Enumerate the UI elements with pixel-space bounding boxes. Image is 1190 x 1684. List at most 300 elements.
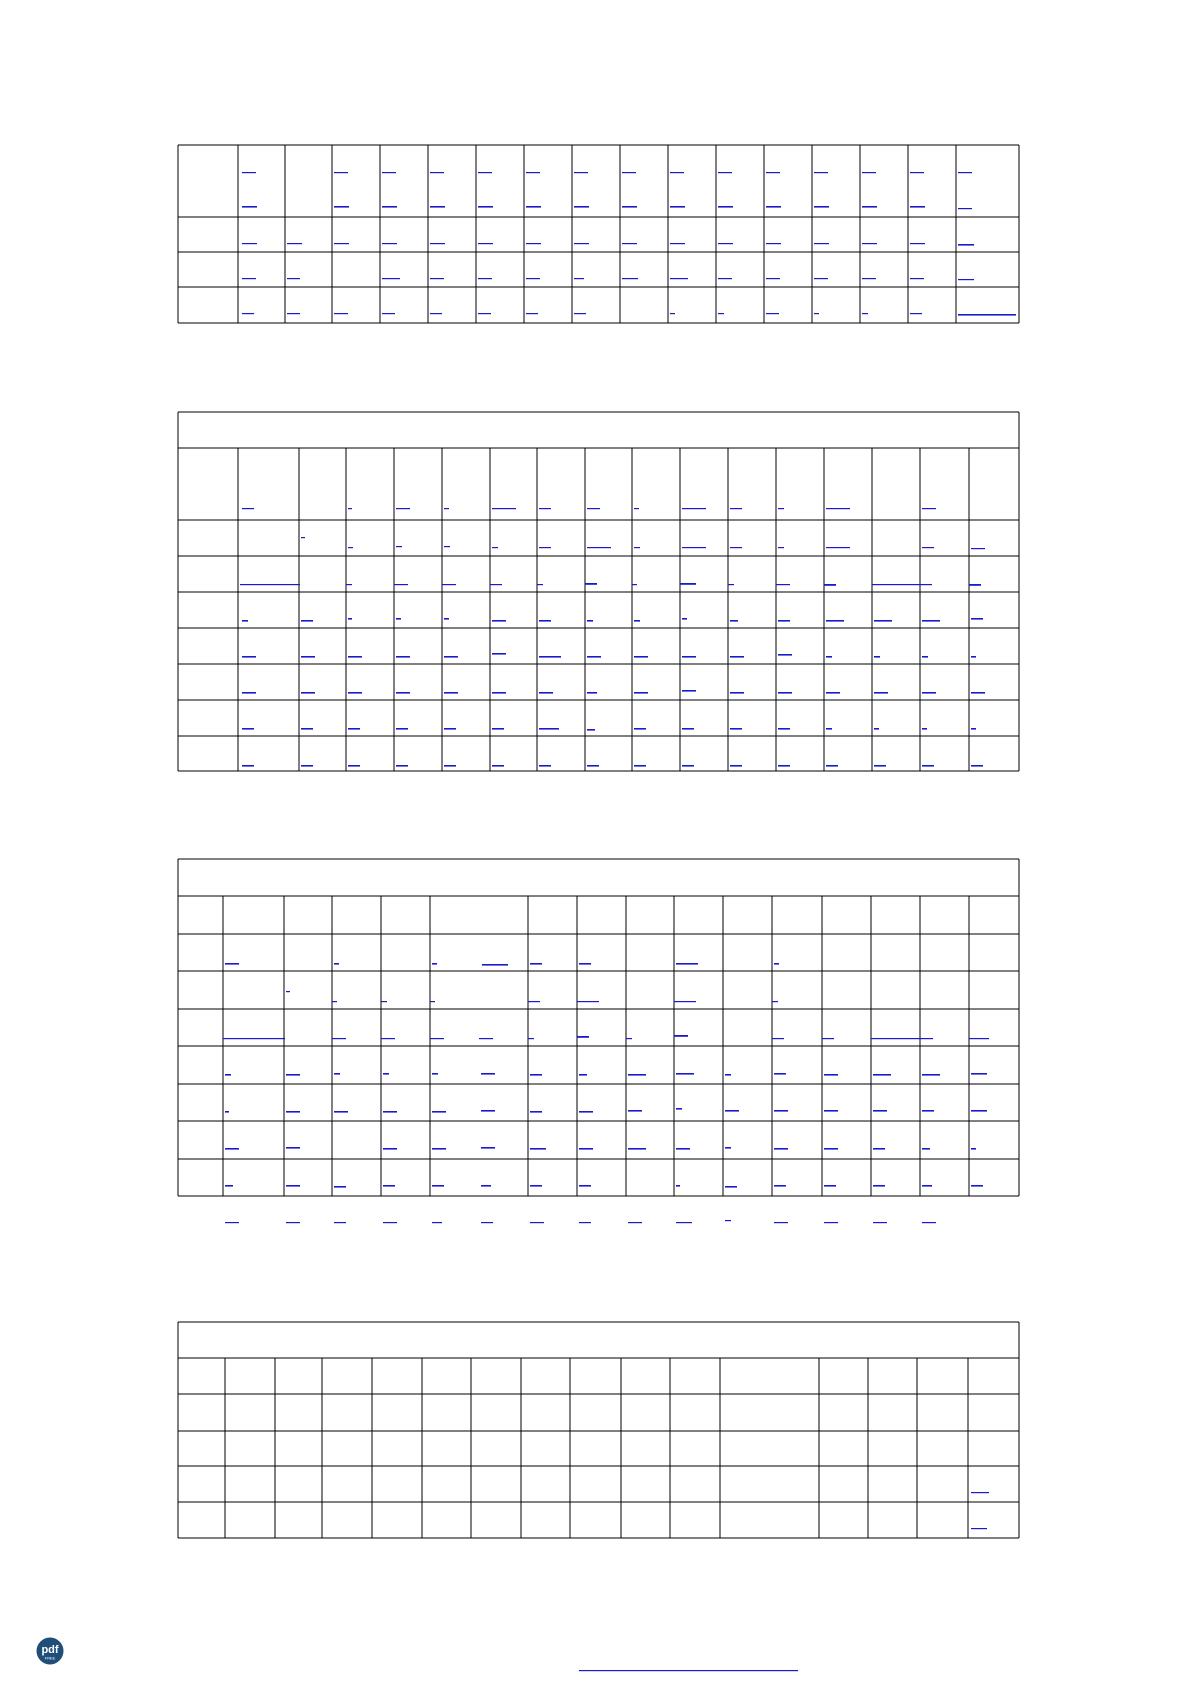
cell-link[interactable] bbox=[725, 1110, 739, 1112]
cell-link[interactable] bbox=[922, 620, 940, 622]
cell-link[interactable] bbox=[814, 313, 819, 314]
cell-link[interactable] bbox=[286, 1222, 300, 1223]
cell-link[interactable] bbox=[242, 656, 256, 658]
cell-link[interactable] bbox=[492, 692, 506, 694]
cell-link[interactable] bbox=[444, 692, 458, 694]
cell-link[interactable] bbox=[286, 991, 290, 992]
cell-link[interactable] bbox=[528, 1001, 540, 1002]
cell-link[interactable] bbox=[432, 963, 437, 965]
cell-link[interactable] bbox=[432, 1222, 442, 1223]
cell-link[interactable] bbox=[670, 313, 675, 314]
cell-link[interactable] bbox=[348, 656, 362, 658]
cell-link[interactable] bbox=[826, 765, 838, 767]
cell-link[interactable] bbox=[382, 278, 400, 279]
cell-link[interactable] bbox=[225, 963, 239, 965]
cell-link[interactable] bbox=[725, 1147, 731, 1149]
cell-link[interactable] bbox=[482, 964, 508, 966]
cell-link[interactable] bbox=[382, 313, 395, 314]
cell-link[interactable] bbox=[242, 206, 257, 208]
cell-link[interactable] bbox=[873, 1148, 885, 1150]
cell-link[interactable] bbox=[778, 654, 792, 656]
cell-link[interactable] bbox=[725, 1220, 731, 1221]
cell-link[interactable] bbox=[334, 313, 348, 314]
cell-link[interactable] bbox=[774, 963, 779, 965]
cell-link[interactable] bbox=[242, 313, 254, 314]
cell-link[interactable] bbox=[674, 1035, 688, 1037]
cell-link[interactable] bbox=[725, 1074, 731, 1076]
cell-link[interactable] bbox=[778, 508, 784, 509]
cell-link[interactable] bbox=[530, 1148, 546, 1150]
cell-link[interactable] bbox=[585, 583, 597, 585]
cell-link[interactable] bbox=[332, 1038, 346, 1039]
cell-link[interactable] bbox=[971, 548, 985, 549]
cell-link[interactable] bbox=[634, 656, 648, 658]
cell-link[interactable] bbox=[922, 728, 927, 730]
cell-link[interactable] bbox=[824, 1148, 838, 1150]
cell-link[interactable] bbox=[223, 1038, 285, 1039]
cell-link[interactable] bbox=[301, 537, 305, 538]
cell-link[interactable] bbox=[481, 1147, 495, 1149]
cell-link[interactable] bbox=[622, 243, 637, 244]
cell-link[interactable] bbox=[862, 243, 877, 244]
cell-link[interactable] bbox=[728, 584, 734, 585]
cell-link[interactable] bbox=[577, 1001, 599, 1002]
cell-link[interactable] bbox=[587, 508, 600, 509]
cell-link[interactable] bbox=[396, 618, 401, 620]
cell-link[interactable] bbox=[718, 313, 724, 314]
cell-link[interactable] bbox=[872, 584, 932, 585]
cell-link[interactable] bbox=[971, 1110, 987, 1112]
cell-link[interactable] bbox=[587, 547, 611, 548]
cell-link[interactable] bbox=[526, 206, 541, 208]
cell-link[interactable] bbox=[478, 313, 491, 314]
cell-link[interactable] bbox=[432, 1111, 446, 1113]
cell-link[interactable] bbox=[242, 172, 256, 173]
cell-link[interactable] bbox=[824, 1185, 836, 1187]
cell-link[interactable] bbox=[774, 1185, 786, 1187]
cell-link[interactable] bbox=[332, 1001, 337, 1002]
cell-link[interactable] bbox=[922, 765, 934, 767]
cell-link[interactable] bbox=[628, 1148, 646, 1150]
cell-link[interactable] bbox=[774, 1148, 788, 1150]
cell-link[interactable] bbox=[725, 1186, 737, 1188]
cell-link[interactable] bbox=[444, 618, 449, 620]
cell-link[interactable] bbox=[874, 728, 879, 730]
cell-link[interactable] bbox=[674, 1001, 696, 1002]
cell-link[interactable] bbox=[492, 765, 504, 767]
cell-link[interactable] bbox=[862, 278, 876, 279]
cell-link[interactable] bbox=[242, 278, 256, 279]
cell-link[interactable] bbox=[530, 1074, 542, 1076]
cell-link[interactable] bbox=[826, 728, 832, 730]
cell-link[interactable] bbox=[766, 243, 781, 244]
cell-link[interactable] bbox=[430, 206, 445, 208]
cell-link[interactable] bbox=[814, 278, 828, 279]
cell-link[interactable] bbox=[670, 278, 688, 279]
cell-link[interactable] bbox=[778, 692, 792, 694]
cell-link[interactable] bbox=[766, 313, 779, 314]
cell-link[interactable] bbox=[628, 1110, 642, 1112]
cell-link[interactable] bbox=[574, 243, 589, 244]
cell-link[interactable] bbox=[479, 1038, 493, 1039]
cell-link[interactable] bbox=[626, 1038, 632, 1039]
cell-link[interactable] bbox=[730, 728, 742, 730]
cell-link[interactable] bbox=[778, 765, 790, 767]
cell-link[interactable] bbox=[539, 656, 561, 658]
cell-link[interactable] bbox=[430, 313, 442, 314]
cell-link[interactable] bbox=[971, 1148, 976, 1150]
cell-link[interactable] bbox=[381, 1038, 395, 1039]
cell-link[interactable] bbox=[628, 1222, 642, 1223]
cell-link[interactable] bbox=[587, 656, 601, 658]
cell-link[interactable] bbox=[910, 243, 925, 244]
cell-link[interactable] bbox=[680, 583, 696, 585]
cell-link[interactable] bbox=[579, 1148, 593, 1150]
cell-link[interactable] bbox=[766, 172, 780, 173]
cell-link[interactable] bbox=[682, 765, 694, 767]
cell-link[interactable] bbox=[396, 765, 408, 767]
cell-link[interactable] bbox=[381, 1001, 387, 1002]
cell-link[interactable] bbox=[526, 313, 538, 314]
cell-link[interactable] bbox=[301, 728, 313, 730]
cell-link[interactable] bbox=[577, 1036, 589, 1038]
cell-link[interactable] bbox=[242, 620, 248, 622]
cell-link[interactable] bbox=[958, 208, 972, 209]
cell-link[interactable] bbox=[334, 1222, 346, 1223]
cell-link[interactable] bbox=[346, 584, 352, 585]
cell-link[interactable] bbox=[730, 547, 742, 548]
cell-link[interactable] bbox=[481, 1222, 493, 1223]
cell-link[interactable] bbox=[971, 1185, 983, 1187]
cell-link[interactable] bbox=[396, 508, 410, 509]
cell-link[interactable] bbox=[348, 508, 352, 509]
cell-link[interactable] bbox=[526, 243, 541, 244]
cell-link[interactable] bbox=[481, 1073, 495, 1075]
cell-link[interactable] bbox=[628, 1074, 646, 1076]
cell-link[interactable] bbox=[481, 1110, 495, 1112]
cell-link[interactable] bbox=[922, 1074, 940, 1076]
cell-link[interactable] bbox=[824, 1222, 838, 1223]
cell-link[interactable] bbox=[396, 728, 408, 730]
cell-link[interactable] bbox=[334, 172, 348, 173]
cell-link[interactable] bbox=[574, 313, 586, 314]
cell-link[interactable] bbox=[874, 765, 886, 767]
cell-link[interactable] bbox=[730, 765, 742, 767]
cell-link[interactable] bbox=[574, 172, 588, 173]
cell-link[interactable] bbox=[526, 278, 540, 279]
cell-link[interactable] bbox=[676, 963, 698, 965]
cell-link[interactable] bbox=[862, 172, 876, 173]
cell-link[interactable] bbox=[824, 1074, 838, 1076]
cell-link[interactable] bbox=[528, 1038, 534, 1039]
cell-link[interactable] bbox=[971, 1528, 987, 1529]
cell-link[interactable] bbox=[396, 656, 410, 658]
cell-link[interactable] bbox=[348, 765, 360, 767]
cell-link[interactable] bbox=[634, 765, 646, 767]
cell-link[interactable] bbox=[334, 206, 349, 208]
cell-link[interactable] bbox=[670, 172, 684, 173]
cell-link[interactable] bbox=[778, 620, 790, 622]
cell-link[interactable] bbox=[718, 172, 732, 173]
cell-link[interactable] bbox=[348, 692, 362, 694]
cell-link[interactable] bbox=[334, 1186, 346, 1188]
cell-link[interactable] bbox=[242, 243, 257, 244]
cell-link[interactable] bbox=[539, 692, 553, 694]
cell-link[interactable] bbox=[301, 656, 315, 658]
cell-link[interactable] bbox=[971, 618, 983, 620]
cell-link[interactable] bbox=[682, 728, 694, 730]
cell-link[interactable] bbox=[286, 1074, 300, 1076]
cell-link[interactable] bbox=[526, 172, 540, 173]
cell-link[interactable] bbox=[334, 1111, 348, 1113]
cell-link[interactable] bbox=[225, 1185, 233, 1187]
cell-link[interactable] bbox=[444, 656, 458, 658]
cell-link[interactable] bbox=[225, 1074, 231, 1076]
cell-link[interactable] bbox=[530, 1111, 542, 1113]
cell-link[interactable] bbox=[539, 547, 551, 548]
cell-link[interactable] bbox=[826, 547, 850, 548]
cell-link[interactable] bbox=[971, 692, 985, 694]
cell-link[interactable] bbox=[478, 172, 492, 173]
cell-link[interactable] bbox=[772, 1038, 784, 1039]
cell-link[interactable] bbox=[587, 692, 597, 694]
cell-link[interactable] bbox=[958, 314, 1016, 316]
cell-link[interactable] bbox=[383, 1111, 397, 1113]
cell-link[interactable] bbox=[537, 584, 543, 585]
cell-link[interactable] bbox=[922, 508, 936, 509]
cell-link[interactable] bbox=[670, 243, 685, 244]
cell-link[interactable] bbox=[766, 278, 780, 279]
cell-link[interactable] bbox=[478, 278, 492, 279]
cell-link[interactable] bbox=[772, 1001, 778, 1002]
cell-link[interactable] bbox=[574, 206, 589, 208]
cell-link[interactable] bbox=[492, 547, 498, 548]
cell-link[interactable] bbox=[240, 584, 300, 585]
cell-link[interactable] bbox=[579, 1185, 591, 1187]
cell-link[interactable] bbox=[826, 692, 840, 694]
cell-link[interactable] bbox=[242, 765, 254, 767]
cell-link[interactable] bbox=[530, 963, 542, 965]
cell-link[interactable] bbox=[622, 206, 637, 208]
cell-link[interactable] bbox=[587, 765, 599, 767]
cell-link[interactable] bbox=[718, 206, 733, 208]
cell-link[interactable] bbox=[971, 728, 976, 730]
cell-link[interactable] bbox=[971, 1492, 989, 1493]
cell-link[interactable] bbox=[383, 1073, 389, 1075]
cell-link[interactable] bbox=[492, 508, 516, 509]
cell-link[interactable] bbox=[634, 547, 640, 548]
cell-link[interactable] bbox=[958, 172, 972, 173]
cell-link[interactable] bbox=[922, 692, 936, 694]
cell-link[interactable] bbox=[382, 206, 397, 208]
cell-link[interactable] bbox=[873, 1185, 885, 1187]
cell-link[interactable] bbox=[910, 278, 924, 279]
cell-link[interactable] bbox=[242, 692, 256, 694]
cell-link[interactable] bbox=[676, 1108, 682, 1110]
cell-link[interactable] bbox=[286, 1111, 300, 1113]
cell-link[interactable] bbox=[301, 765, 313, 767]
cell-link[interactable] bbox=[579, 1222, 591, 1223]
cell-link[interactable] bbox=[530, 1222, 544, 1223]
cell-link[interactable] bbox=[778, 728, 790, 730]
table-links[interactable] bbox=[223, 172, 1016, 1529]
cell-link[interactable] bbox=[579, 1111, 593, 1113]
cell-link[interactable] bbox=[574, 278, 584, 279]
cell-link[interactable] bbox=[778, 547, 784, 548]
cell-link[interactable] bbox=[873, 1110, 887, 1112]
cell-link[interactable] bbox=[225, 1148, 239, 1150]
cell-link[interactable] bbox=[676, 1148, 690, 1150]
cell-link[interactable] bbox=[634, 620, 640, 622]
cell-link[interactable] bbox=[682, 547, 706, 548]
cell-link[interactable] bbox=[242, 508, 254, 509]
cell-link[interactable] bbox=[826, 620, 844, 622]
cell-link[interactable] bbox=[430, 1038, 444, 1039]
cell-link[interactable] bbox=[958, 244, 974, 246]
cell-link[interactable] bbox=[382, 172, 396, 173]
cell-link[interactable] bbox=[622, 172, 636, 173]
cell-link[interactable] bbox=[394, 584, 408, 585]
cell-link[interactable] bbox=[579, 963, 591, 965]
cell-link[interactable] bbox=[922, 1185, 932, 1187]
cell-link[interactable] bbox=[287, 313, 300, 314]
cell-link[interactable] bbox=[862, 313, 868, 314]
cell-link[interactable] bbox=[442, 584, 456, 585]
cell-link[interactable] bbox=[587, 620, 593, 622]
cell-link[interactable] bbox=[634, 692, 648, 694]
cell-link[interactable] bbox=[718, 243, 733, 244]
cell-link[interactable] bbox=[826, 656, 832, 658]
cell-link[interactable] bbox=[430, 172, 444, 173]
cell-link[interactable] bbox=[539, 765, 551, 767]
cell-link[interactable] bbox=[432, 1185, 444, 1187]
cell-link[interactable] bbox=[432, 1148, 446, 1150]
cell-link[interactable] bbox=[971, 1073, 987, 1075]
cell-link[interactable] bbox=[730, 692, 744, 694]
cell-link[interactable] bbox=[383, 1185, 395, 1187]
cell-link[interactable] bbox=[969, 1038, 989, 1039]
cell-link[interactable] bbox=[430, 243, 445, 244]
cell-link[interactable] bbox=[287, 243, 302, 244]
cell-link[interactable] bbox=[873, 1074, 891, 1076]
cell-link[interactable] bbox=[766, 206, 781, 208]
cell-link[interactable] bbox=[774, 1073, 786, 1075]
cell-link[interactable] bbox=[579, 1074, 587, 1076]
cell-link[interactable] bbox=[634, 728, 646, 730]
cell-link[interactable] bbox=[922, 656, 928, 658]
cell-link[interactable] bbox=[730, 656, 744, 658]
cell-link[interactable] bbox=[481, 1185, 491, 1187]
cell-link[interactable] bbox=[478, 243, 493, 244]
cell-link[interactable] bbox=[430, 1001, 435, 1002]
cell-link[interactable] bbox=[492, 653, 506, 655]
cell-link[interactable] bbox=[922, 1110, 934, 1112]
cell-link[interactable] bbox=[730, 620, 738, 622]
cell-link[interactable] bbox=[774, 1222, 788, 1223]
cell-link[interactable] bbox=[492, 620, 506, 622]
cell-link[interactable] bbox=[492, 728, 504, 730]
cell-link[interactable] bbox=[286, 1147, 300, 1149]
cell-link[interactable] bbox=[670, 206, 685, 208]
cell-link[interactable] bbox=[383, 1148, 397, 1150]
footer-link[interactable] bbox=[579, 1670, 798, 1672]
cell-link[interactable] bbox=[348, 728, 360, 730]
cell-link[interactable] bbox=[824, 1110, 838, 1112]
cell-link[interactable] bbox=[814, 243, 829, 244]
cell-link[interactable] bbox=[682, 508, 706, 509]
cell-link[interactable] bbox=[396, 692, 410, 694]
cell-link[interactable] bbox=[301, 692, 315, 694]
cell-link[interactable] bbox=[334, 243, 349, 244]
cell-link[interactable] bbox=[530, 1185, 542, 1187]
cell-link[interactable] bbox=[774, 1110, 788, 1112]
cell-link[interactable] bbox=[922, 1148, 930, 1150]
cell-link[interactable] bbox=[242, 728, 254, 730]
cell-link[interactable] bbox=[682, 656, 696, 658]
cell-link[interactable] bbox=[225, 1222, 239, 1223]
cell-link[interactable] bbox=[334, 1073, 340, 1075]
cell-link[interactable] bbox=[873, 1222, 887, 1223]
cell-link[interactable] bbox=[539, 620, 551, 622]
cell-link[interactable] bbox=[444, 508, 449, 509]
cell-link[interactable] bbox=[430, 278, 444, 279]
cell-link[interactable] bbox=[826, 508, 850, 509]
cell-link[interactable] bbox=[874, 620, 892, 622]
cell-link[interactable] bbox=[676, 1185, 680, 1187]
cell-link[interactable] bbox=[910, 206, 925, 208]
cell-link[interactable] bbox=[444, 765, 456, 767]
cell-link[interactable] bbox=[824, 584, 836, 586]
cell-link[interactable] bbox=[632, 584, 637, 585]
cell-link[interactable] bbox=[874, 692, 888, 694]
cell-link[interactable] bbox=[334, 963, 339, 965]
cell-link[interactable] bbox=[971, 765, 983, 767]
cell-link[interactable] bbox=[814, 172, 828, 173]
cell-link[interactable] bbox=[814, 206, 829, 208]
cell-link[interactable] bbox=[682, 690, 696, 692]
cell-link[interactable] bbox=[910, 172, 924, 173]
cell-link[interactable] bbox=[682, 618, 687, 620]
cell-link[interactable] bbox=[287, 278, 300, 279]
cell-link[interactable] bbox=[539, 728, 559, 730]
cell-link[interactable] bbox=[862, 206, 877, 208]
cell-link[interactable] bbox=[301, 620, 313, 622]
cell-link[interactable] bbox=[539, 508, 551, 509]
cell-link[interactable] bbox=[969, 584, 981, 586]
cell-link[interactable] bbox=[478, 206, 493, 208]
cell-link[interactable] bbox=[922, 1222, 936, 1223]
cell-link[interactable] bbox=[348, 618, 352, 620]
cell-link[interactable] bbox=[490, 584, 502, 585]
cell-link[interactable] bbox=[225, 1111, 229, 1113]
cell-link[interactable] bbox=[286, 1185, 300, 1187]
cell-link[interactable] bbox=[444, 546, 450, 547]
cell-link[interactable] bbox=[958, 279, 974, 280]
cell-link[interactable] bbox=[776, 584, 790, 585]
cell-link[interactable] bbox=[676, 1222, 692, 1223]
cell-link[interactable] bbox=[383, 1222, 397, 1223]
cell-link[interactable] bbox=[587, 729, 595, 731]
cell-link[interactable] bbox=[348, 547, 353, 548]
cell-link[interactable] bbox=[396, 546, 402, 547]
cell-link[interactable] bbox=[718, 278, 732, 279]
cell-link[interactable] bbox=[971, 656, 976, 658]
cell-link[interactable] bbox=[432, 1073, 438, 1075]
cell-link[interactable] bbox=[910, 313, 922, 314]
cell-link[interactable] bbox=[622, 278, 638, 279]
cell-link[interactable] bbox=[874, 656, 880, 658]
cell-link[interactable] bbox=[382, 243, 397, 244]
